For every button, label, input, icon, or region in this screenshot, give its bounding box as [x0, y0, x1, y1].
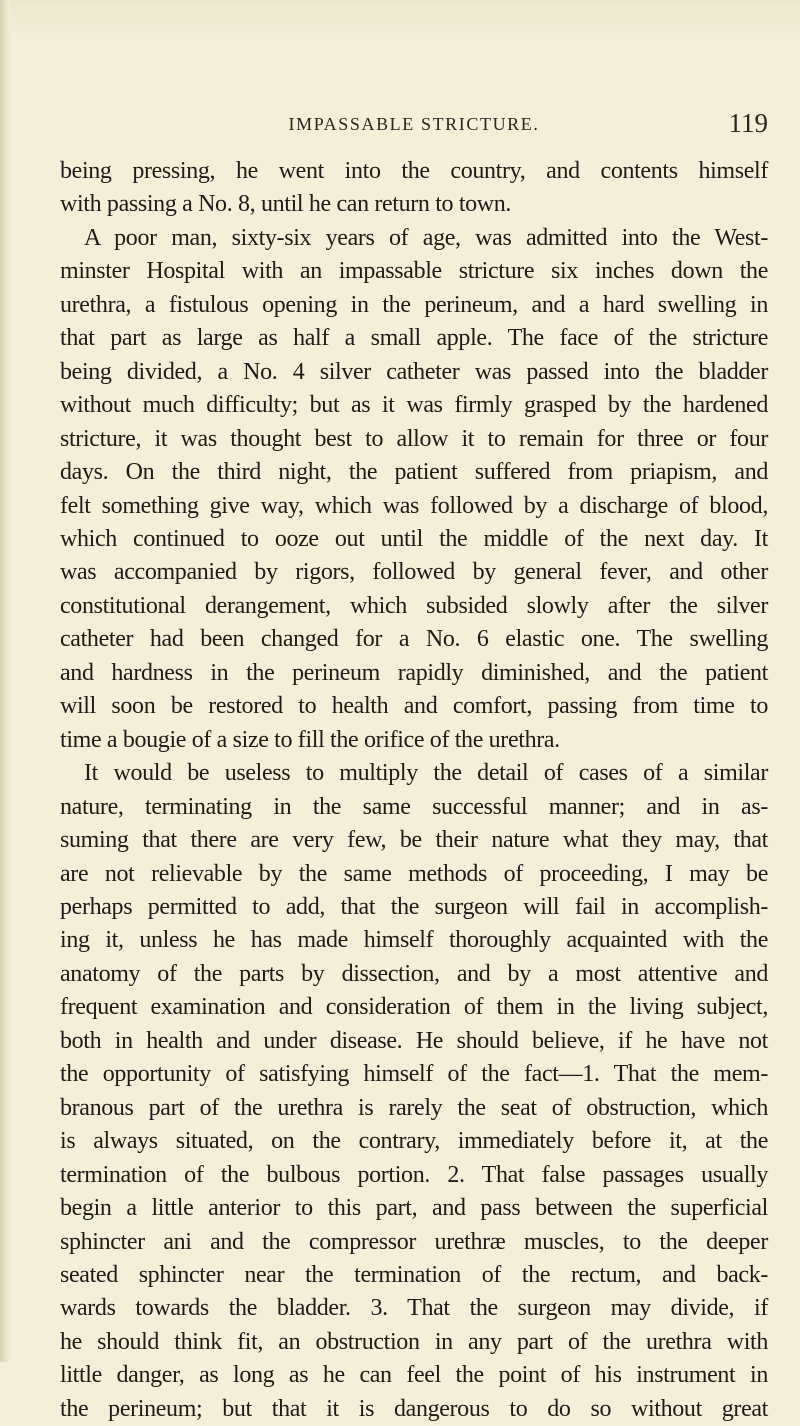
text-line: A poor man, sixty-six years of age, was admitted into the West- — [84, 224, 768, 251]
text-line: which continued to ooze out until the middle of the next day. It — [60, 525, 768, 552]
text-line: little danger, as long as he can feel the point of his instrument in — [60, 1362, 768, 1389]
page-number: 119 — [728, 108, 768, 138]
text-line: It would be useless to multiply the detail of cases of a similar — [84, 760, 768, 787]
text-line: stricture, it was thought best to allow it to remain for three or four — [60, 425, 768, 452]
text-line: both in health and under disease. He should believe, if he have not — [60, 1027, 768, 1054]
running-header — [60, 108, 768, 144]
text-line: constitutional derangement, which subsided slowly after the silver — [60, 592, 768, 619]
text-line: felt something give way, which was followed by a discharge of blood, — [60, 492, 768, 519]
text-line: he should think fit, an obstruction in any part of the urethra with — [60, 1328, 768, 1355]
text-line: suming that there are very few, be their nature what they may, that — [60, 827, 768, 854]
text-line: is always situated, on the contrary, immediately before it, at the — [60, 1128, 768, 1155]
body-text — [60, 155, 768, 1426]
text-line: minster Hospital with an impassable stricture six inches down the — [60, 258, 768, 285]
text-line: catheter had been changed for a No. 6 elastic one. The swelling — [60, 626, 768, 653]
text-line: seated sphincter near the termination of the rectum, and back- — [60, 1261, 768, 1288]
text-line: anatomy of the parts by dissection, and by a most attentive and — [60, 960, 768, 987]
text-line: was accompanied by rigors, followed by general fever, and other — [60, 559, 768, 586]
text-line: nature, terminating in the same successful manner; and in as- — [60, 793, 768, 820]
page-top-edge — [0, 0, 800, 38]
text-line: begin a little anterior to this part, and pass between the superficial — [60, 1195, 768, 1222]
text-line: termination of the bulbous portion. 2. That false passages usually — [60, 1161, 768, 1188]
text-line: frequent examination and consideration of them in the living subject, — [60, 994, 768, 1021]
text-line: ing it, unless he has made himself thoroughly acquainted with the — [60, 927, 768, 954]
text-line: urethra, a fistulous opening in the perineum, and a hard swelling in — [60, 291, 768, 318]
running-title: IMPASSABLE STRICTURE. — [288, 114, 540, 134]
text-line: sphincter ani and the compressor urethræ muscles, to the deeper — [60, 1228, 768, 1255]
text-line: branous part of the urethra is rarely the seat of obstruction, which — [60, 1094, 768, 1121]
text-line: wards towards the bladder. 3. That the surgeon may divide, if — [60, 1295, 768, 1322]
text-line: the opportunity of satisfying himself of the fact—1. That the mem- — [60, 1061, 768, 1088]
text-line: time a bougie of a size to fill the orifice of the urethra. — [60, 726, 560, 753]
text-line: without much difficulty; but as it was firmly grasped by the hardened — [60, 392, 768, 419]
text-line: and hardness in the perineum rapidly diminished, and the patient — [60, 659, 768, 686]
text-line: that part as large as half a small apple. The face of the stricture — [60, 325, 768, 352]
text-line: with passing a No. 8, until he can return to town. — [60, 191, 512, 218]
text-line: being pressing, he went into the country, and contents himself — [60, 158, 768, 184]
page-left-edge — [0, 0, 10, 1362]
text-line: the perineum; but that it is dangerous to do so without great — [60, 1395, 768, 1422]
text-line: are not relievable by the same methods of proceeding, I may be — [60, 860, 768, 887]
text-line: days. On the third night, the patient suffered from priapism, and — [60, 459, 768, 486]
text-line: being divided, a No. 4 silver catheter was passed into the bladder — [60, 358, 768, 385]
text-line: will soon be restored to health and comfort, passing from time to — [60, 693, 768, 720]
text-line: perhaps permitted to add, that the surgeon will fail in accomplish- — [60, 893, 768, 920]
